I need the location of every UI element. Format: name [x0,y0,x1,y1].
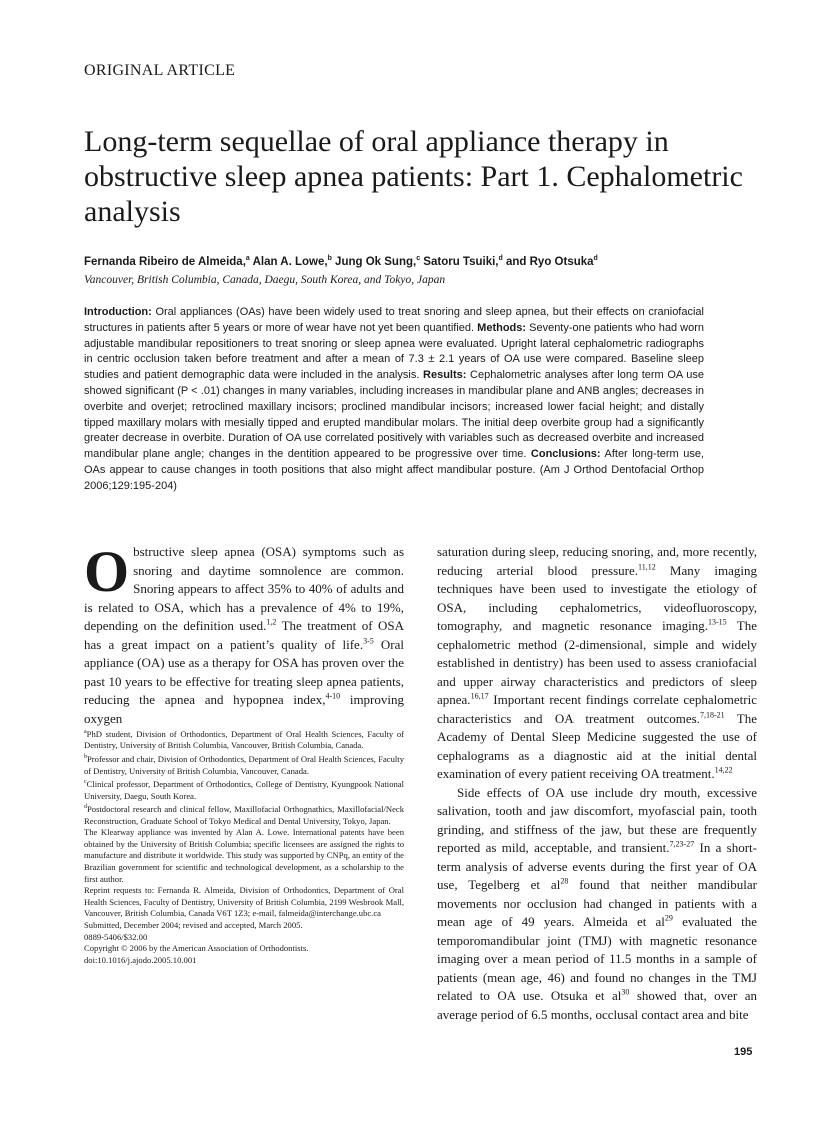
article-title: Long-term sequellae of oral appliance therapy in obstructive sleep apnea patients: Part 1. Cephalometric analysis [84,125,743,228]
author-mark: d [498,255,503,262]
citation: 7,23-27 [669,839,695,849]
footnote-mark: d [84,804,87,811]
text-run: Many imaging techniques have been used to investigate the etiology of OSA, including cephalometrics, videofluoroscopy, tomography, and magnetic resonance imaging. [437,562,757,633]
citation: 14,22 [714,765,733,775]
author-name: Alan A. Lowe, [252,255,328,268]
text-run: improving oxygen [84,692,404,726]
text-run: The Academy of Dental Sleep Medicine suggested the use of cephalograms as a diagnostic aid at the initial dental examination of every patient receiving OA treatment. [437,710,757,781]
text-run: saturation during sleep, reducing snoring, and, more recently, reducing arterial blood pressure. [437,544,757,578]
abstract-conclusions-label: Conclusions: [530,448,601,461]
abstract-methods-text: Seventy-one patients who had worn adjustable mandibular repositioners to treat snoring or sleep apnea were evaluated. Upright lateral cephalometric radiographs in centric occlusion taken before treatment and after a mean of 7.3 ± 2.1 years of OA use were compared. Baseline sleep studies and patient demographic data were included in the analysis. [84,321,705,382]
body-paragraph [437,543,757,784]
footnotes [84,727,404,966]
abstract-conclusions-text: After long-term use, OAs appear to cause changes in tooth positions that also might affect mandibular posture. (Am J Orthod Dentofacial Orthop 2006;129:195-204) [84,448,704,492]
footnote-text: Clinical professor, Department of Orthodontics, College of Dentistry, Kyungpook National University, Daegu, South Korea. [84,778,404,801]
footnote-dates: Submitted, December 2004; revised and accepted, March 2005. [84,919,303,930]
abstract-methods-label: Methods: [477,321,527,334]
citation: 29 [664,913,673,923]
author-name: Jung Ok Sung, [335,255,417,268]
page-number: 195 [734,1046,753,1058]
text-run: The cephalometric method (2-dimensional, simple and widely established in dentistry) has been used to assess craniofacial and upper airway characteristics and predictors of sleep apnea. [437,618,757,707]
footnote-reprint: Reprint requests to: Fernanda R. Almeida, Division of Orthodontics, Department of Oral Health Sciences, Faculty of Dentistry, University of British Columbia, 2199 Wesbrook Mall, Vancouver, British Columbia, Canada V6T 1Z3; e-mail, falmeida@interchange.ubc.ca [84,885,404,919]
text-run: Side effects of OA use include dry mouth, excessive salivation, tooth and jaw discomfort, myofascial pain, tooth grinding, and stiffness of the jaw, but these are frequently reported as mild, acceptable, and transient. [437,784,757,855]
footnote-text: Postdoctoral research and clinical fellow, Maxillofacial Orthognathics, Maxillofacial/Neck Reconstruction, Graduate School of Tokyo Medical and Dental University, Tokyo, Japan. [84,804,404,826]
left-column [84,539,404,728]
abstract-results-text: Cephalometric analyses after long term OA use showed significant (P < .01) changes in many variables, including increases in mandibular plane and ANB angles; decreases in overbite and overjet; retroclined maxillary incisors; proclined mandibular incisors; increased lower facial height; and distally tipped maxillary molars with mesially tipped and erupted mandibular molars. The initial deep overbite group had a significantly greater decrease in overbite. Duration of OA use correlated positively with variables such as decreased overbite and increased mandibular plane angle; changes in the dentition appeared to be progressive over time. [84,369,704,461]
author-mark: a [245,255,250,262]
text-run: The treatment of OSA has a great impact on a patient’s quality of life. [84,618,404,652]
right-column [437,543,757,1024]
footnote [84,802,404,827]
author-mark: d [593,255,598,262]
footnote-issn: 0889-5406/$32.00 [84,931,148,942]
body-paragraph [437,784,757,1025]
footnote-text: Professor and chair, Division of Orthodontics, Department of Oral Health Sciences, Faculty of Dentistry, University of British Columbia, Vancouver, Canada. [84,753,404,776]
citation: 3-5 [363,636,374,646]
text-run: bstructive sleep apnea (OSA) symptoms such as snoring and daytime somnolence are common. Snoring appears to affect 35% to 40% of adults and is related to OSA, which has a prevalence of 4% to 19%, depending on the definition used. [84,544,404,633]
author-mark: c [416,255,421,262]
abstract-intro-text: Oral appliances (OAs) have been widely used to treat snoring and sleep apnea, but their effects on craniofacial structures in patients after 5 years or more of wear have not yet been quantified. [84,306,704,334]
citation: 13-15 [707,617,727,627]
citation: 1,2 [266,617,277,627]
citation: 7,18-21 [699,710,725,720]
author-affiliation: Vancouver, British Columbia, Canada, Daegu, South Korea, and Tokyo, Japan [84,274,446,286]
footnote-doi: doi:10.1016/j.ajodo.2005.10.001 [84,954,197,965]
text-run: showed that, over an average period of 6.5 months, occlusal contact area and bite [437,988,757,1022]
abstract-results-label: Results: [423,369,467,382]
abstract-intro-label: Introduction: [84,306,152,318]
footnote-text: PhD student, Division of Orthodontics, Department of Oral Health Sciences, Faculty of Dentistry, University of British Columbia, Vancouver, British Columbia, Canada. [84,728,404,751]
drop-cap: O [84,539,130,604]
intro-paragraph [84,539,404,728]
text-run: Oral appliance (OA) use as a therapy for OSA has proven over the past 10 years to be effective for treating sleep apnea patients, reducing the apnea and hypopnea index, [84,636,404,707]
text-run: Important recent findings correlate cephalometric characteristics and OA treatment outcomes. [437,692,757,726]
footnote-mark: b [84,754,87,761]
citation: 11,12 [638,562,656,572]
footnote-copyright: Copyright © 2006 by the American Association of Orthodontists. [84,943,309,954]
footnote [84,727,404,752]
text-run: found that neither mandibular movements nor occlusion had changed in patients with a mean age of 49 years. Almeida et al [437,877,757,929]
section-label: ORIGINAL ARTICLE [84,62,236,79]
footnote-mark: c [84,779,87,786]
author-list [84,255,764,268]
author-name: and Ryo Otsuka [505,255,594,268]
footnote [84,777,404,802]
text-run: In a short-term analysis of adverse events during the first year of OA use, Tegelberg et al [437,840,757,892]
citation: 30 [621,987,630,997]
citation: 4-10 [325,691,341,701]
footnote-disclosure: The Klearway appliance was invented by Alan A. Lowe. International patents have been obtained by the University of British Columbia; specific licensees are assigned the rights to manufacture and distribute it worldwide. This study was supported by CNPq, an entity of the Brazilian government for scientific and technological development, as a scholarship to the first author. [84,827,404,884]
author-name: Fernanda Ribeiro de Almeida, [84,255,246,268]
citation: 16,17 [470,691,489,701]
author-mark: b [327,255,332,262]
footnote [84,752,404,777]
author-name: Satoru Tsuiki, [423,255,499,268]
citation: 28 [560,876,569,886]
abstract [84,305,704,495]
footnote-mark: a [84,729,87,735]
text-run: evaluated the temporomandibular joint (TMJ) with magnetic resonance imaging over a mean period of 11.5 months in a sample of patients (mean age, 46) and found no changes in the TMJ related to OA use. Otsuka et al [437,914,758,1003]
